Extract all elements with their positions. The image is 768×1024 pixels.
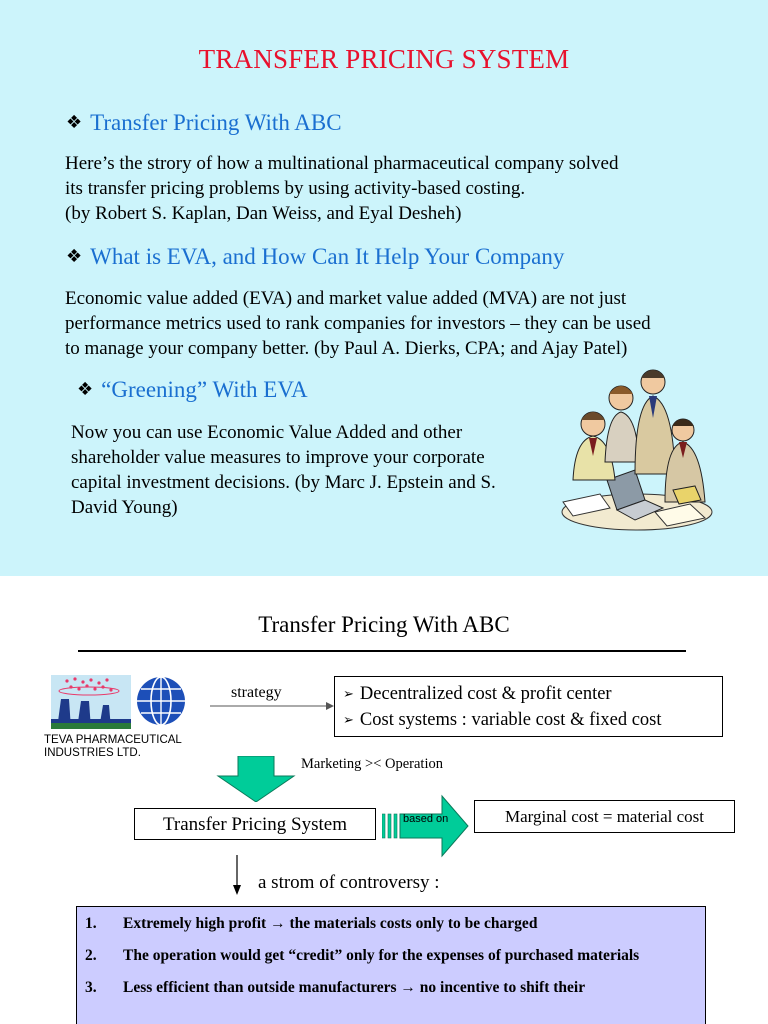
diamond-bullet-icon: ❖: [77, 379, 94, 400]
teva-logo-icon: [47, 671, 197, 733]
slide-2-title: Transfer Pricing With ABC: [258, 612, 510, 637]
down-arrow-icon: [230, 855, 244, 895]
section-1-text: Here’s the strory of how a multinational pharmaceutical company solved its transfer pricing problems by using activity-based costing. (by Robert S. Kaplan, Dan Weiss, and Eyal Desheh): [65, 153, 619, 224]
section-3-text: Now you can use Economic Value Added and other shareholder value measures to improve your corporate capital investment decisions. (by Marc J. Epstein and S. David Young): [71, 422, 496, 518]
based-on-label: based on: [403, 813, 449, 825]
strategy-box: [334, 676, 723, 737]
slide-2: [0, 576, 768, 1024]
strategy-item: ➢ Cost systems : variable cost & fixed cost: [343, 710, 662, 730]
list-item: 2. The operation would get “credit” only for the expenses of purchased materials: [85, 947, 640, 964]
company-name: TEVA PHARMACEUTICAL INDUSTRIES LTD.: [44, 734, 182, 759]
marginal-cost-box: Marginal cost = material cost: [474, 800, 735, 833]
section-3-heading: ❖ “Greening” With EVA: [77, 377, 308, 402]
green-right-arrow-icon: [382, 794, 470, 858]
list-item: 3. Less efficient than outside manufacturers → no incentive to shift their: [85, 979, 586, 996]
slide-1-title: TRANSFER PRICING SYSTEM: [198, 44, 570, 74]
diamond-bullet-icon: ❖: [66, 246, 83, 267]
right-arrow-icon: [210, 701, 334, 711]
controversy-list: [76, 906, 706, 1024]
marketing-operation-label: Marketing >< Operation: [301, 756, 443, 772]
business-people-clipart-icon: [555, 362, 715, 540]
section-2-text: Economic value added (EVA) and market value added (MVA) are not just performance metrics used to rank companies for investors – they can be used to manage your company better. (by Paul A. Dierks, CPA; and Ajay Patel): [65, 288, 651, 359]
arrow-bullet-icon: ➢: [343, 687, 354, 702]
section-1-heading: ❖ Transfer Pricing With ABC: [66, 110, 342, 135]
diamond-bullet-icon: ❖: [66, 112, 83, 133]
title-divider: [78, 650, 686, 652]
arrow-bullet-icon: ➢: [343, 713, 354, 728]
green-down-arrow-icon: [216, 756, 296, 802]
list-item: 1. Extremely high profit → the materials costs only to be charged: [85, 915, 538, 932]
transfer-pricing-system-box: Transfer Pricing System: [134, 808, 376, 840]
section-2-heading: ❖ What is EVA, and How Can It Help Your Company: [66, 244, 565, 269]
strategy-item: ➢ Decentralized cost & profit center: [343, 684, 612, 704]
strategy-label: strategy: [231, 684, 282, 701]
controversy-label: a strom of controversy :: [258, 872, 440, 893]
